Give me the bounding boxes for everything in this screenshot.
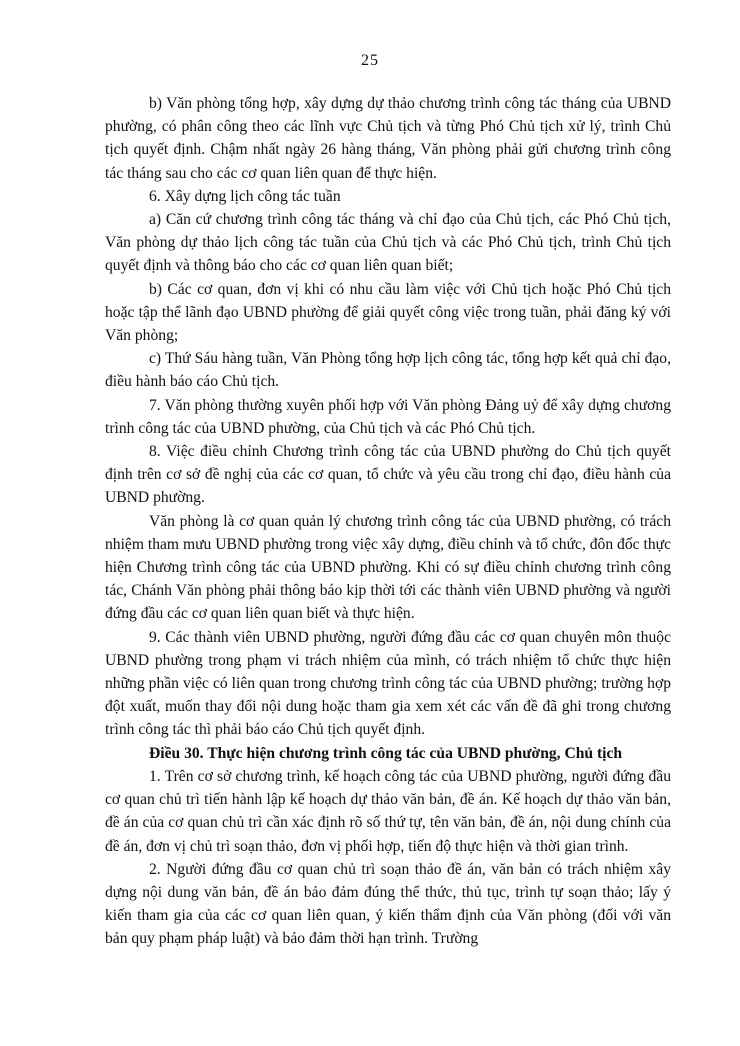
paragraph: b) Các cơ quan, đơn vị khi có nhu cầu làm việc với Chủ tịch hoặc Phó Chủ tịch hoặc tập thể lãnh đạo UBND phường để giải quyết công việc trong tuần, phải đăng ký với Văn phòng; xyxy=(105,280,671,345)
article-heading: Điều 30. Thực hiện chương trình công tác của UBND phường, Chủ tịch xyxy=(149,744,623,762)
paragraph: a) Căn cứ chương trình công tác tháng và chỉ đạo của Chủ tịch, các Phó Chủ tịch, Văn phòng dự thảo lịch công tác tuần của Chủ tịch và các Phó Chủ tịch, trình Chủ tịch quyết định và thông báo cho các cơ quan liên quan biết; xyxy=(105,211,671,275)
paragraph: 7. Văn phòng thường xuyên phối hợp với Văn phòng Đảng uỷ để xây dựng chương trình công tác của UBND phường, của Chủ tịch và các Phó Chủ tịch. xyxy=(105,396,671,437)
paragraph: 1. Trên cơ sở chương trình, kế hoạch công tác của UBND phường, người đứng đầu cơ quan chủ trì tiến hành lập kế hoạch dự thảo văn bản, đề án. Kế hoạch dự thảo văn bản, đề án của cơ quan chủ trì cần xác định rõ số thứ tự, tên văn bản, đề án, nội dung chính của đề án, đơn vị chủ trì soạn thảo, đơn vị phối hợp, tiến độ thực hiện và thời gian trình. xyxy=(105,767,671,855)
page-number: 25 xyxy=(361,52,379,69)
paragraph: 8. Việc điều chỉnh Chương trình công tác của UBND phường do Chủ tịch quyết định trên cơ sở đề nghị của các cơ quan, tổ chức và yêu cầu trong chỉ đạo, điều hành của UBND phường. xyxy=(105,443,671,507)
paragraph: 6. Xây dựng lịch công tác tuần xyxy=(149,187,341,205)
paragraph: b) Văn phòng tổng hợp, xây dựng dự thảo chương trình công tác tháng của UBND phường, có phân công theo các lĩnh vực Chủ tịch và từng Phó Chủ tịch xử lý, trình Chủ tịch quyết định. Chậm nhất ngày 26 hàng tháng, Văn phòng phải gửi chương trình công tác tháng sau cho các cơ quan liên quan để thực hiện. xyxy=(105,95,671,182)
paragraph: 9. Các thành viên UBND phường, người đứng đầu các cơ quan chuyên môn thuộc UBND phường trong phạm vi trách nhiệm của mình, có trách nhiệm tổ chức thực hiện những phần việc có liên quan trong chương trình công tác của UBND phường; trường hợp đột xuất, muốn thay đổi nội dung hoặc tham gia xem xét các vấn đề đã ghi trong chương trình công tác thì phải báo cáo Chủ tịch quyết định. xyxy=(105,628,671,739)
paragraph: Văn phòng là cơ quan quản lý chương trình công tác của UBND phường, có trách nhiệm tham mưu UBND phường trong việc xây dựng, điều chỉnh và tổ chức, đôn đốc thực hiện Chương trình công tác của UBND phường. Khi có sự điều chỉnh chương trình công tác, Chánh Văn phòng phải thông báo kịp thời tới các thành viên UBND phường và người đứng đầu các cơ quan liên quan biết và thực hiện. xyxy=(105,512,671,623)
paragraph: c) Thứ Sáu hàng tuần, Văn Phòng tổng hợp lịch công tác, tổng hợp kết quả chỉ đạo, điều hành báo cáo Chủ tịch. xyxy=(105,350,671,391)
document-body xyxy=(105,92,671,951)
paragraph: 2. Người đứng đầu cơ quan chủ trì soạn thảo đề án, văn bản có trách nhiệm xây dựng nội dung văn bản, đề án bảo đảm đúng thể thức, thủ tục, trình tự soạn thảo; lấy ý kiến tham gia của các cơ quan liên quan, ý kiến thẩm định của Văn phòng (đối với văn bản quy phạm pháp luật) và bảo đảm thời hạn trình. Trường xyxy=(105,860,671,948)
